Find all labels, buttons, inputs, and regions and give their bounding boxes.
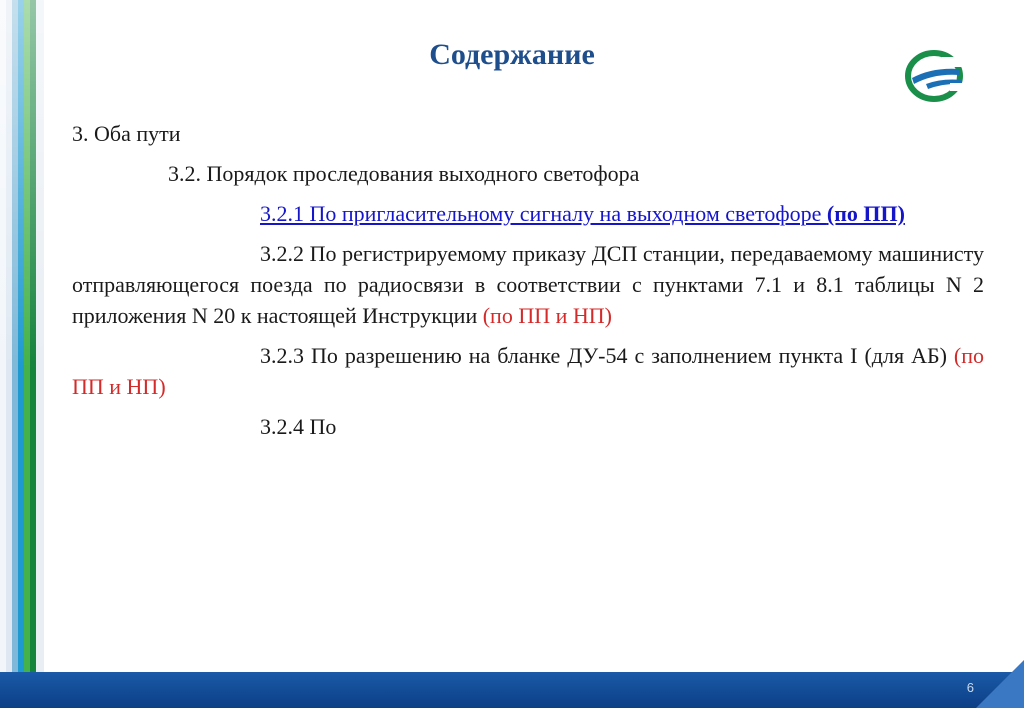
item-3-2-3-text: 3.2.3 По разрешению на бланке ДУ-54 с заполнением пункта I (для АБ) — [260, 343, 954, 368]
page-number: 6 — [966, 680, 974, 695]
item-3-2-2-mode: (по ПП и НП) — [482, 303, 612, 328]
item-3-2-1-link[interactable] — [260, 201, 905, 226]
footer-bar — [0, 672, 1024, 708]
item-3-2-3-mode: (по ПП и НП) — [72, 343, 984, 399]
page-title: Содержание — [429, 38, 595, 71]
item-3-2-2-text: 3.2.2 По регистрируемому приказу ДСП станции, передаваемому машинисту отправляющегося поезда по радиосвязи в соответствии с пунктами 7.1 и 8.1 таблицы N 2 приложения N 20 к настоящей Инструкции — [72, 241, 984, 328]
item-3-2-4-text: 3.2.4 По — [260, 414, 337, 439]
section-heading: 3. Оба пути — [72, 121, 181, 146]
list-item-3-2-3 — [72, 340, 984, 402]
list-item-3-2-4 — [72, 411, 984, 442]
item-3-2-1-mode: (по ПП) — [826, 201, 905, 226]
item-3-2-1-text: 3.2.1 По пригласительному сигналу на выходном светофоре — [260, 201, 827, 226]
subsection-heading: 3.2. Порядок проследования выходного светофора — [168, 161, 640, 186]
side-stripe-decoration — [0, 0, 52, 672]
railway-logo-icon — [902, 47, 968, 105]
corner-decoration — [976, 660, 1024, 708]
list-item-3-2-1 — [72, 198, 984, 229]
contents-body — [72, 118, 984, 451]
list-item-3-2-2 — [72, 238, 984, 331]
